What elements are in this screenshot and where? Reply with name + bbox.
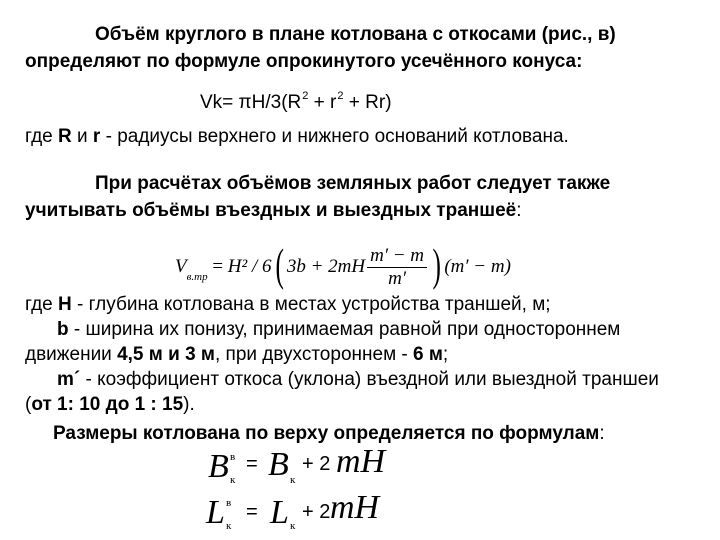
formula-4-L: L (206, 494, 225, 531)
where-2-l4-rest: - коэффициент откоса (уклона) въездной или выездной траншеи (80, 369, 659, 390)
where-1-rest: - радиусы верхнего и нижнего оснований котлована. (100, 126, 569, 147)
formula-3-B: B (208, 448, 229, 485)
formula-3-eq: = (246, 453, 258, 475)
where-1-r: r (92, 126, 101, 147)
definition-depth (25, 294, 551, 316)
formula-2-fraction (367, 245, 427, 290)
where-2-l3-bold-1: 4,5 м и 3 м (117, 344, 215, 365)
definition-width (57, 319, 620, 341)
where-1-prefix: где (25, 126, 59, 147)
definition-slope (57, 369, 659, 391)
formula-3-sub2: к (290, 474, 296, 486)
formula-4-sub: к (226, 520, 232, 532)
where-2-m: m´ (57, 369, 81, 390)
where-2-l2-rest: - ширина их понизу, принимаемая равной при одностороннем (68, 319, 621, 340)
paragraph-3-colon: : (599, 423, 605, 444)
paragraph-2-line-2-text: учитывать объёмы въездных и выездных траншеё (25, 200, 517, 221)
trench-volume-formula (175, 230, 511, 290)
formula-4-plus: + 2 (302, 501, 331, 523)
where-2-l5-prefix: ( (25, 394, 32, 415)
formula-2-tail: (m′ − m) (444, 256, 511, 277)
paragraph-3-text: Размеры котлована по верху определяется по формулам (53, 423, 600, 444)
formula-1-sup-1: 2 (302, 90, 309, 102)
where-2-l1-rest: - глубина котлована в местах устройства траншей, м; (71, 294, 551, 315)
paragraph-1-line-1: Объём круглого в плане котлована с откосами (рис., в) (95, 24, 616, 45)
where-2-H: H (58, 294, 72, 315)
paragraph-2-line-1: При расчётах объёмов земляных работ следует также (95, 173, 611, 194)
formula-1-sup-2: 2 (337, 90, 344, 102)
where-1-and: и (71, 126, 93, 147)
where-2-l3-mid: , при двухстороннем - (214, 344, 414, 365)
paragraph-1-line-2: определяют по формуле опрокинутого усечённого конуса: (25, 51, 583, 72)
cone-volume-formula (200, 92, 392, 116)
formula-3-plus: + 2 (302, 453, 331, 475)
formula-4-L2: L (270, 494, 289, 531)
formula-2-H2-6: H² / 6 (227, 256, 272, 277)
formula-2-open-paren: ( (274, 239, 284, 290)
definition-slope-range (25, 394, 195, 416)
where-2-b: b (57, 319, 69, 340)
formula-2-frac-num: m′ − m (367, 245, 427, 268)
paragraph-2-line-2 (25, 200, 522, 222)
where-2-l3-prefix: движении (25, 344, 118, 365)
formula-1-part-1: Vk= πH/3(R (200, 92, 302, 113)
paragraph-2-colon: : (516, 200, 522, 221)
where-2-l3-end: ; (442, 344, 449, 365)
formula-2-close-paren: ) (432, 239, 441, 290)
definition-width-cont (25, 344, 448, 366)
formula-2-frac-den: m′ (388, 268, 406, 290)
formula-3-sup: в (230, 451, 236, 463)
where-2-l5-bold: от 1: 10 до 1 : 15 (31, 394, 184, 415)
formula-2-V-sub: в.тр (186, 271, 208, 283)
definition-radii (25, 126, 569, 148)
where-2-l1-prefix: где (25, 294, 59, 315)
formula-1-part-2: + r (308, 92, 337, 113)
formula-4-sub2: к (290, 520, 296, 532)
where-2-l5-end: ). (183, 394, 195, 415)
formula-2-mid: 3b + 2mH (286, 256, 366, 277)
paragraph-3 (53, 423, 605, 445)
formula-3-B2: B (268, 446, 289, 483)
formula-2-V: V (175, 256, 187, 277)
formula-4-sup: в (226, 497, 232, 509)
where-2-l3-bold-2: 6 м (413, 344, 443, 365)
formula-1-part-3: + Rr) (343, 92, 392, 113)
formula-3-mH: mH (336, 443, 386, 480)
formula-3-sub: к (230, 474, 236, 486)
formula-2-eq: = (207, 256, 228, 277)
formula-4-mH: mH (330, 489, 380, 526)
formula-4-eq: = (246, 501, 258, 523)
where-1-R: R (58, 126, 72, 147)
